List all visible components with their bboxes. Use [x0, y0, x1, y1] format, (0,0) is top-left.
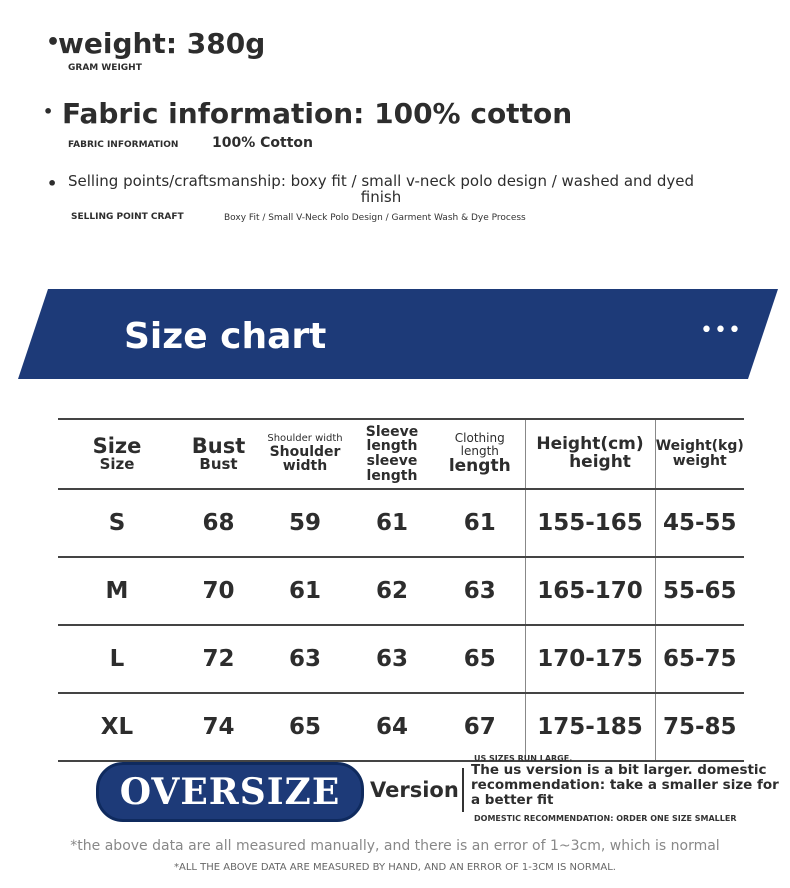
table-row — [58, 557, 744, 625]
selling-subtitle: SELLING POINT CRAFT — [71, 212, 184, 222]
header-sleeve: Sleeve length sleeve length — [349, 419, 435, 489]
selling-subtitle-value: Boxy Fit / Small V-Neck Polo Design / Garment Wash & Dye Process — [224, 213, 526, 223]
note-small-top: US SIZES RUN LARGE. — [474, 754, 573, 763]
bust-cell: 74 — [176, 693, 261, 761]
divider — [462, 768, 464, 812]
table-row — [58, 489, 744, 557]
height-cell: 175-185 — [525, 693, 655, 761]
weight-cell: 45-55 — [655, 489, 744, 557]
weight-heading: weight: 380g — [58, 27, 266, 60]
height-cell: 165-170 — [525, 557, 655, 625]
size-table — [58, 418, 744, 762]
footer-note-caps: *ALL THE ABOVE DATA ARE MEASURED BY HAND, AND AN ERROR OF 1-3CM IS NORMAL. — [173, 862, 616, 873]
sleeve-cell: 62 — [349, 557, 435, 625]
bust-cell: 72 — [176, 625, 261, 693]
length-cell: 65 — [435, 625, 525, 693]
oversize-badge-text: OVERSIZE — [119, 771, 341, 813]
weight-cell: 75-85 — [655, 693, 744, 761]
header-weight: Weight(kg) weight — [655, 419, 744, 489]
header-size: Size Size — [58, 419, 176, 489]
fabric-subtitle-value: 100% Cotton — [212, 135, 313, 151]
shoulder-cell: 61 — [261, 557, 349, 625]
header-height: Height(cm) height — [525, 419, 655, 489]
table-row — [58, 625, 744, 693]
version-label: Version — [370, 778, 459, 802]
bust-cell: 70 — [176, 557, 261, 625]
bust-cell: 68 — [176, 489, 261, 557]
shoulder-cell: 65 — [261, 693, 349, 761]
size-cell: XL — [58, 693, 176, 761]
header-clothing-length: Clothing length length — [435, 419, 525, 489]
sleeve-cell: 64 — [349, 693, 435, 761]
oversize-badge — [96, 762, 364, 822]
note-small-bottom: DOMESTIC RECOMMENDATION: ORDER ONE SIZE SMALLER — [474, 814, 737, 823]
size-cell: S — [58, 489, 176, 557]
more-dots-icon: ••• — [700, 318, 742, 343]
height-cell: 170-175 — [525, 625, 655, 693]
selling-heading: Selling points/craftsmanship: boxy fit / small v-neck polo design / washed and dyed finish — [68, 172, 694, 206]
sleeve-cell: 63 — [349, 625, 435, 693]
size-cell: M — [58, 557, 176, 625]
fabric-heading: Fabric information: 100% cotton — [62, 97, 573, 130]
weight-subtitle: GRAM WEIGHT — [68, 63, 142, 73]
length-cell: 61 — [435, 489, 525, 557]
size-chart-title: Size chart — [124, 316, 327, 357]
shoulder-cell: 63 — [261, 625, 349, 693]
shoulder-cell: 59 — [261, 489, 349, 557]
oversize-note: The us version is a bit larger. domestic recommendation: take a smaller size for a better fit — [471, 762, 779, 808]
header-bust: Bust Bust — [176, 419, 261, 489]
footer-note: *the above data are all measured manually, and there is an error of 1~3cm, which is normal — [70, 838, 720, 854]
length-cell: 67 — [435, 693, 525, 761]
table-row — [58, 693, 744, 761]
bullet-dot: • — [47, 174, 58, 193]
sleeve-cell: 61 — [349, 489, 435, 557]
table-header-row — [58, 419, 744, 489]
height-cell: 155-165 — [525, 489, 655, 557]
fabric-subtitle: FABRIC INFORMATION — [68, 140, 179, 150]
weight-cell: 65-75 — [655, 625, 744, 693]
length-cell: 63 — [435, 557, 525, 625]
header-shoulder: Shoulder width Shoulder width — [261, 419, 349, 489]
weight-cell: 55-65 — [655, 557, 744, 625]
bullet-dot: • — [43, 102, 54, 121]
bullet-dot: • — [46, 30, 61, 55]
size-cell: L — [58, 625, 176, 693]
